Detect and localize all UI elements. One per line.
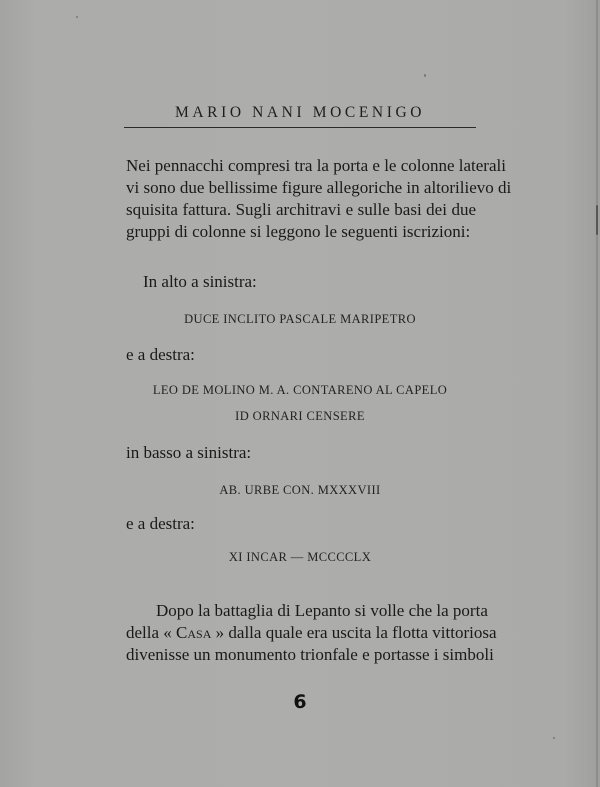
inscription-text: XI INCAR — MCCCCLX: [228, 550, 372, 564]
text-segment: » dalla quale era uscita la flotta vittoriosa: [211, 623, 497, 642]
inscription-label-top-right: e a destra:: [126, 345, 195, 364]
running-head: MARIO NANI MOCENIGO: [174, 104, 426, 121]
paper-speck: [76, 16, 78, 18]
page-number: 6: [293, 691, 307, 713]
paragraph-line: Dopo la battaglia di Lepanto si volle che la porta: [156, 601, 488, 620]
text-segment: della «: [126, 623, 177, 642]
paragraph-intro: [126, 155, 512, 243]
paragraph-line: [126, 622, 497, 644]
inscription-label-bottom-right: e a destra:: [126, 514, 195, 533]
casa-small-caps: Casa: [176, 623, 212, 642]
inscription-label-bottom-left: in basso a sinistra:: [126, 443, 252, 462]
paragraph-line: gruppi di colonne si leggono le seguenti iscrizioni:: [126, 222, 471, 241]
inscription-text: LEO DE MOLINO M. A. CONTARENO AL CAPELO: [152, 383, 448, 397]
paragraph-line: divenisse un monumento trionfale e portasse i simboli: [126, 645, 494, 664]
paper-speck: [424, 74, 426, 77]
paper-speck: [553, 737, 555, 739]
paragraph-line: vi sono due bellissime figure allegoriche in altorilievo di: [126, 178, 512, 197]
header-rule: [124, 127, 476, 128]
page-edge-mark: [596, 205, 598, 235]
inscription-text: AB. URBE CON. MXXXVIII: [219, 483, 381, 497]
inscription-label-top-left: In alto a sinistra:: [143, 272, 257, 291]
page-edge: [596, 0, 598, 787]
paragraph-lepanto: [126, 600, 497, 666]
paragraph-line: Nei pennacchi compresi tra la porta e le colonne laterali: [126, 156, 506, 175]
inscription-text: DUCE INCLITO PASCALE MARIPETRO: [184, 312, 416, 326]
inscription-text: ID ORNARI CENSERE: [235, 409, 365, 423]
paragraph-line: squisita fattura. Sugli architravi e sulle basi dei due: [126, 200, 476, 219]
